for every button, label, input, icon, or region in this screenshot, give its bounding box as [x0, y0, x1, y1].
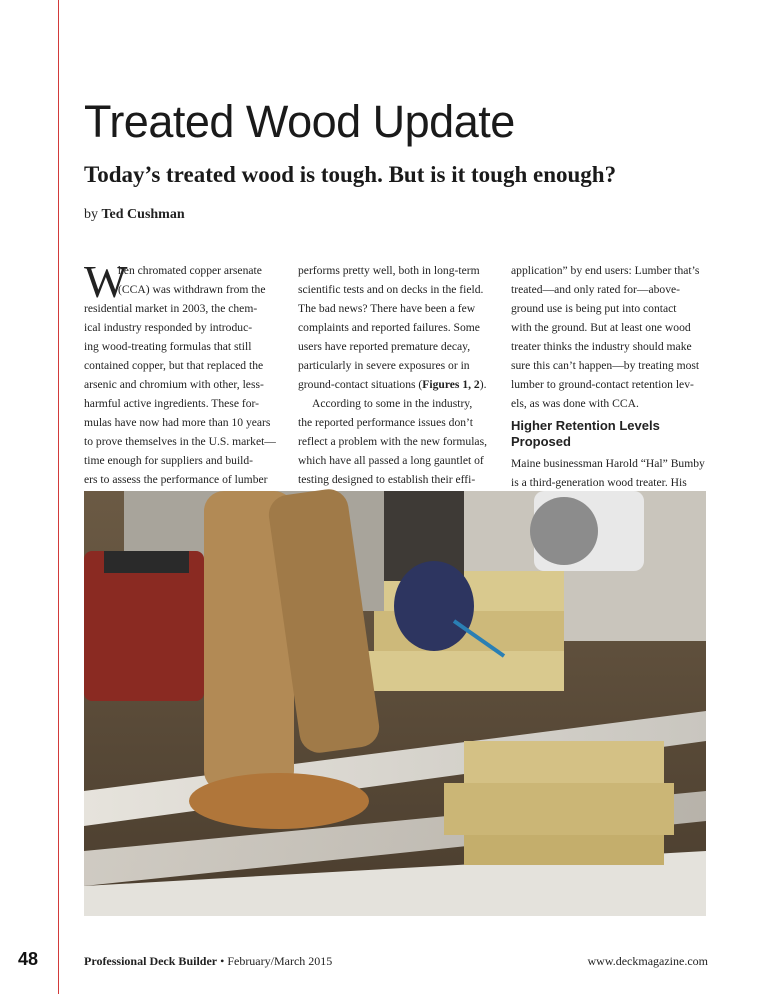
- body-text: ground-contact situations (: [298, 378, 423, 391]
- body-column-3: [511, 261, 703, 489]
- byline-prefix: by: [84, 207, 98, 222]
- article-subtitle: Today’s treated wood is tough. But is it tough enough?: [84, 162, 617, 187]
- body-line: to prove themselves in the U.S. market—: [84, 435, 276, 448]
- body-line: ing wood-treating formulas that still: [84, 340, 252, 353]
- body-line: mulas have now had more than 10 years: [84, 416, 271, 429]
- body-line: the reported performance issues don’t: [298, 416, 473, 429]
- body-line: (CCA) was withdrawn from the: [118, 283, 266, 296]
- work-boot: [189, 773, 369, 829]
- saw-blade: [530, 497, 598, 565]
- article-title: Treated Wood Update: [84, 96, 515, 147]
- lumber-block: [464, 835, 664, 865]
- body-line: contained copper, but that replaced the: [84, 359, 264, 372]
- subhead-line: Higher Retention Levels: [511, 418, 660, 433]
- body-line: According to some in the industry,: [312, 397, 473, 410]
- subhead-line: Proposed: [511, 434, 571, 449]
- body-line: arsenic and chromium with other, less-: [84, 378, 264, 391]
- body-line: ers to assess the performance of lumber: [84, 473, 268, 486]
- body-line: els, as was done with CCA.: [511, 397, 639, 410]
- margin-rule: [58, 0, 59, 994]
- byline-author: Ted Cushman: [101, 207, 185, 222]
- body-line: which have all passed a long gauntlet of: [298, 454, 484, 467]
- body-column-2: [298, 261, 490, 489]
- website-url: www.deckmagazine.com: [587, 954, 708, 968]
- body-line: time enough for suppliers and build-: [84, 454, 254, 467]
- body-line: particularly in severe exposures or in: [298, 359, 470, 372]
- magazine-name: Professional Deck Builder: [84, 954, 218, 968]
- body-line: with the ground. But at least one wood: [511, 321, 691, 334]
- byline: [84, 207, 185, 223]
- footer-separator: •: [217, 954, 228, 968]
- body-line: ical industry responded by introduc-: [84, 321, 253, 334]
- figure-reference: Figures 1, 2: [422, 378, 480, 391]
- body-line: is a third-generation wood treater. His: [511, 476, 687, 489]
- body-line: scientific tests and on decks in the field.: [298, 283, 484, 296]
- body-line: treated—and only rated for—above-: [511, 283, 681, 296]
- lumber-block: [364, 651, 564, 691]
- body-line: performs pretty well, both in long-term: [298, 264, 480, 277]
- work-glove: [394, 561, 474, 651]
- page-number: 48: [18, 949, 39, 969]
- body-line: treater thinks the industry should make: [511, 340, 692, 353]
- body-line: residential market in 2003, the chem-: [84, 302, 258, 315]
- body-line: lumber to ground-contact retention lev-: [511, 378, 694, 391]
- body-text: ).: [479, 378, 487, 391]
- article-photo: [84, 491, 706, 916]
- body-line: testing designed to establish their effi-: [298, 473, 476, 486]
- lumber-block: [464, 741, 664, 783]
- body-line: [298, 375, 490, 394]
- body-line: application” by end users: Lumber that’s: [511, 264, 700, 277]
- tool-bag: [84, 551, 204, 701]
- body-column-1: [84, 256, 276, 489]
- issue-date: February/March 2015: [227, 954, 333, 968]
- drop-cap: W: [84, 256, 128, 307]
- body-line: harmful active ingredients. These for-: [84, 397, 260, 410]
- tool-bag-handle: [104, 551, 189, 573]
- body-line: Maine businessman Harold “Hal” Bumby: [511, 457, 705, 470]
- lumber-block: [444, 783, 674, 835]
- section-subhead: [511, 418, 703, 450]
- body-line: complaints and reported failures. Some: [298, 321, 480, 334]
- body-line: The bad news? There have been a few: [298, 302, 476, 315]
- body-line: users have reported premature decay,: [298, 340, 471, 353]
- body-line: reflect a problem with the new formulas,: [298, 435, 487, 448]
- body-line: hen chromated copper arsenate: [118, 264, 262, 277]
- body-line: ground use is being put into contact: [511, 302, 677, 315]
- footer-publication: [84, 954, 332, 969]
- body-line: sure this can’t happen—by treating most: [511, 359, 700, 372]
